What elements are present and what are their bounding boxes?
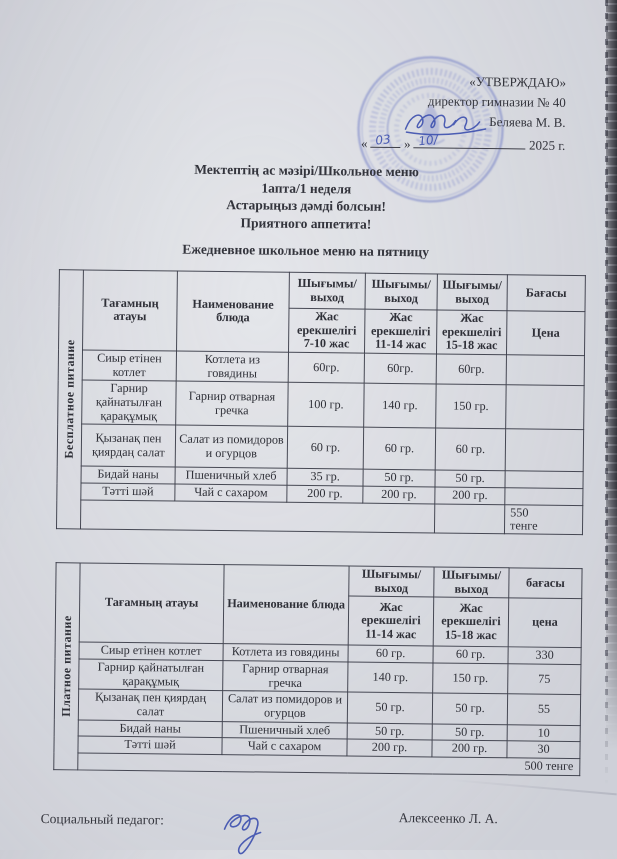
- year-text: 2025 г.: [528, 137, 566, 153]
- footer-role-label: Социальный педагог:: [40, 811, 165, 828]
- col-price: бағасы: [509, 568, 582, 599]
- price: [505, 471, 583, 489]
- portion-1: 140 гр.: [348, 662, 433, 693]
- approval-director-line: директор гимназии № 40: [427, 93, 566, 110]
- price: 10: [507, 724, 580, 741]
- empty-cell: [80, 500, 434, 533]
- portion-2: 200 гр.: [432, 740, 507, 758]
- col-output-1: Шығымы/выход: [289, 272, 365, 309]
- dish-ru: Гарнир отварная гречка: [176, 381, 288, 426]
- price: [505, 488, 583, 506]
- col-name-kz: Тағамның атауы: [79, 563, 224, 644]
- portion-2: 50 гр.: [432, 724, 507, 742]
- sub-price: Цена: [506, 311, 584, 356]
- dish-ru: Котлета из говядины: [223, 644, 348, 662]
- dish-kz: Тәтті шәй: [81, 483, 175, 501]
- dish-ru: Пшеничный хлеб: [175, 467, 287, 485]
- sub-age-2: Жас ерекшелігі 15-18 жас: [433, 597, 509, 647]
- portion-2: 50 гр.: [432, 693, 507, 724]
- dish-kz: Тәтті шәй: [78, 736, 222, 754]
- sub-age-1: Жас ерекшелігі 11-14 жас: [348, 596, 434, 646]
- dish-ru: Чай с сахаром: [222, 738, 347, 756]
- portion-2: 50 гр.: [363, 469, 435, 487]
- dish-kz: Қызанақ пен қиярдаң салат: [78, 689, 222, 721]
- free-meals-table: [56, 269, 586, 535]
- paid-side-cell: [54, 563, 80, 770]
- dish-ru: Гарнир отварная гречка: [223, 661, 348, 693]
- page-edge-shadow: [606, 0, 617, 780]
- empty-cell: [434, 504, 504, 533]
- sub-age-1: Жас ерекшелігі 7-10 жас: [289, 308, 365, 353]
- daily-menu-heading: Ежедневное школьное меню на пятницу: [182, 241, 430, 260]
- portion-1: 60 гр.: [287, 427, 363, 470]
- portion-2: 60 гр.: [433, 646, 508, 664]
- dish-kz: Гарнир қайнатылған қарақұмық: [79, 659, 223, 691]
- dish-ru: Пшеничный хлеб: [222, 721, 347, 739]
- approval-block: [315, 70, 566, 156]
- free-header-row-1: [59, 270, 585, 312]
- price: [506, 385, 584, 430]
- handwritten-month: 10/: [418, 132, 439, 149]
- dish-ru: Котлета из говядины: [176, 351, 288, 383]
- dish-ru: Чай с сахаром: [175, 484, 287, 502]
- portion-1: 50 гр.: [347, 723, 432, 741]
- col-name-ru: Наименование блюда: [223, 565, 349, 646]
- portion-1: 50 гр.: [347, 692, 432, 723]
- quote-open: «: [360, 135, 368, 151]
- portion-2: 200 гр.: [363, 486, 435, 504]
- portion-2: 150 гр.: [433, 663, 508, 694]
- pedagog-signature-icon: [214, 803, 277, 856]
- portion-2: 60 гр.: [363, 427, 435, 470]
- portion-1: 200 гр.: [347, 739, 432, 757]
- portion-3: 50 гр.: [435, 470, 505, 488]
- portion-1: 60гр.: [288, 352, 364, 383]
- portion-3: 60гр.: [436, 354, 506, 385]
- portion-2: 60гр.: [364, 353, 436, 384]
- free-side-label: Бесплатное питание: [61, 339, 77, 459]
- quote-close: »: [403, 136, 411, 152]
- dish-kz: Гарнир қайнатылған қарақұмық: [82, 380, 176, 425]
- sub-age-2: Жас ерекшелігі 11-14 жас: [364, 309, 436, 354]
- director-signature-icon: [401, 111, 489, 134]
- approval-signatory-line: [316, 110, 566, 135]
- handwritten-day: 03: [375, 132, 392, 148]
- dish-ru: Салат из помидоров и огурцов: [175, 425, 287, 468]
- price: [505, 429, 583, 472]
- price: 55: [507, 694, 580, 725]
- menu-row: [57, 424, 583, 472]
- price: 75: [508, 664, 581, 695]
- col-output-2: Шығымы/выход: [434, 567, 509, 598]
- sub-price: цена: [508, 598, 582, 648]
- col-output-1: Шығымы/выход: [349, 566, 434, 597]
- approval-title: «УТВЕРЖДАЮ»: [469, 73, 567, 90]
- col-output-2: Шығымы/выход: [365, 273, 437, 310]
- signatory-name: Беляева М. В.: [489, 114, 566, 130]
- price: 30: [507, 741, 580, 758]
- col-output-3: Шығымы/выход: [437, 274, 507, 311]
- approval-date-line: [315, 132, 565, 156]
- portion-3: 150 гр.: [436, 384, 506, 429]
- portion-1: 200 гр.: [287, 486, 363, 504]
- footer-signatory-name: Алексеенко Л. А.: [398, 810, 498, 827]
- dish-kz: Бидай наны: [81, 466, 175, 484]
- week-subtitle: 1апта/1 неделя: [261, 179, 352, 196]
- dish-kz: Сиыр етінен котлет: [79, 642, 223, 660]
- dish-kz: Сиыр етінен котлет: [82, 350, 176, 381]
- paid-side-label: Платное питание: [58, 615, 74, 717]
- paid-total: 500 тенге: [78, 753, 580, 775]
- col-price: Бағасы: [507, 275, 585, 312]
- free-side-cell: [56, 270, 83, 529]
- portion-2: 140 гр.: [364, 383, 436, 428]
- dish-kz: Қызанақ пен қиярдаң салат: [81, 424, 175, 467]
- bon-appetit-ru: Приятного аппетита!: [240, 214, 372, 232]
- col-name-kz: Тағамның атауы: [83, 270, 178, 351]
- col-name-ru: Наименование блюда: [177, 271, 290, 352]
- menu-title: Мектептің ас мәзірі/Школьное меню: [194, 161, 419, 180]
- sub-age-3: Жас ерекшелігі 15-18 жас: [436, 310, 506, 355]
- paid-header-row-1: [56, 563, 582, 599]
- menu-row: [58, 380, 584, 430]
- price: 330: [508, 647, 581, 664]
- portion-1: 100 гр.: [288, 383, 364, 428]
- month-underline: [414, 133, 526, 149]
- portion-1: 35 гр.: [287, 469, 363, 487]
- portion-1: 60 гр.: [348, 645, 433, 663]
- portion-3: 200 гр.: [435, 487, 505, 505]
- price: [506, 355, 584, 386]
- title-block: [0, 158, 615, 262]
- paid-meals-table: [53, 562, 582, 776]
- free-total-row: [56, 500, 582, 535]
- dish-kz: Бидай наны: [78, 720, 222, 738]
- free-total: 550 тенге: [504, 505, 582, 535]
- day-underline: [371, 133, 401, 148]
- portion-3: 60 гр.: [435, 428, 505, 471]
- dish-ru: Салат из помидоров и огурцов: [222, 691, 347, 723]
- bon-appetit-kz: Астарыңыз дәмді болсын!: [226, 197, 387, 214]
